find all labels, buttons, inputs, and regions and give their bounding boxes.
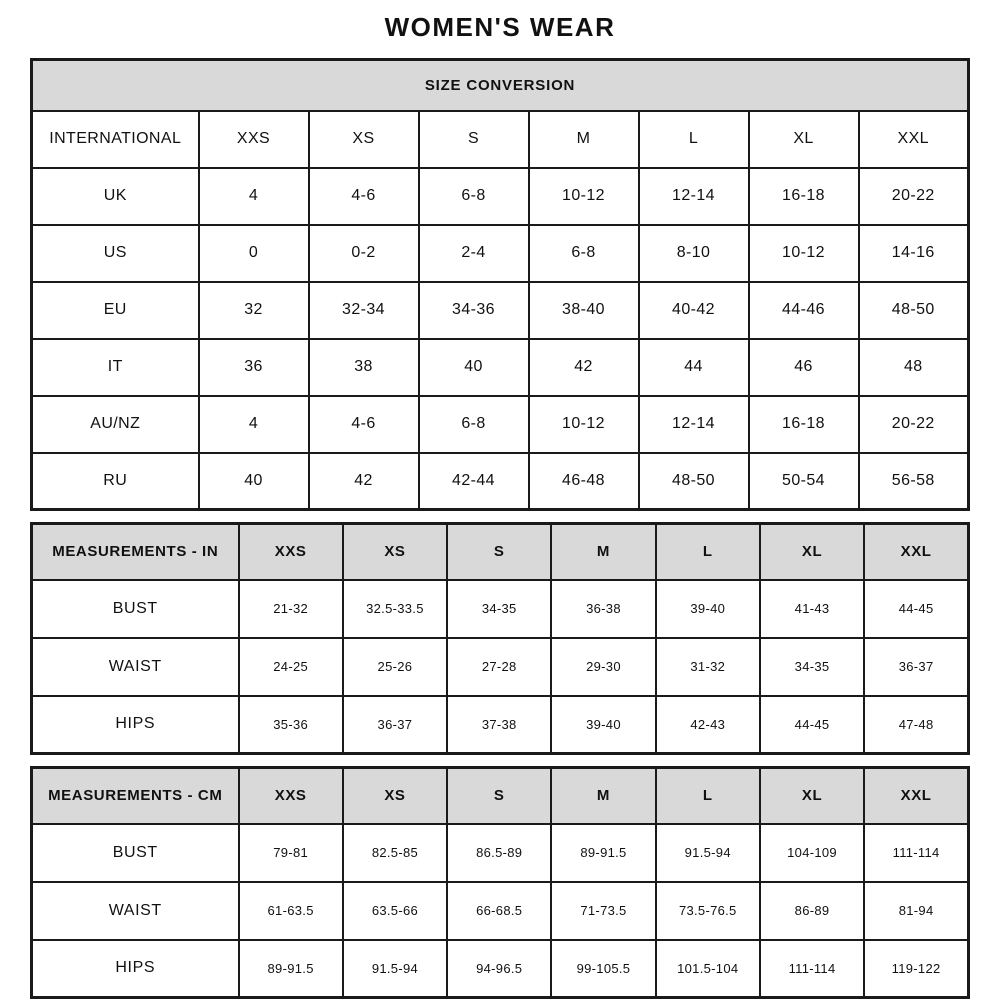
- table-cell: 32.5-33.5: [343, 580, 447, 638]
- table-cell: 32-34: [309, 282, 419, 339]
- table-cell: 94-96.5: [447, 940, 551, 998]
- column-header-row: [32, 524, 969, 580]
- page-title: WOMEN'S WEAR: [384, 12, 616, 42]
- table-cell: 91.5-94: [343, 940, 447, 998]
- measurements-in-title: MEASUREMENTS - IN: [32, 524, 239, 580]
- table-cell: 0: [199, 225, 309, 282]
- row-label: UK: [32, 168, 199, 225]
- column-header: XS: [343, 768, 447, 824]
- row-label: HIPS: [32, 696, 239, 754]
- table-row: [32, 282, 969, 339]
- column-header: L: [656, 524, 760, 580]
- column-header: L: [656, 768, 760, 824]
- column-header-row: [32, 768, 969, 824]
- table-cell: 34-35: [760, 638, 864, 696]
- table-cell: 89-91.5: [239, 940, 343, 998]
- table-cell: 21-32: [239, 580, 343, 638]
- table-cell: 81-94: [864, 882, 968, 940]
- column-header: XS: [343, 524, 447, 580]
- table-cell: 40-42: [639, 282, 749, 339]
- table-header-band: [32, 60, 969, 111]
- table-cell: 27-28: [447, 638, 551, 696]
- table-cell: 12-14: [639, 396, 749, 453]
- row-label: BUST: [32, 824, 239, 882]
- column-header: S: [447, 524, 551, 580]
- table-cell: 10-12: [529, 396, 639, 453]
- table-cell: 4-6: [309, 396, 419, 453]
- table-cell: 32: [199, 282, 309, 339]
- table-cell: 47-48: [864, 696, 968, 754]
- table-cell: 111-114: [760, 940, 864, 998]
- size-conversion-table: [30, 58, 970, 511]
- table-cell: 48: [859, 339, 969, 396]
- column-header: XXS: [239, 524, 343, 580]
- table-cell: 0-2: [309, 225, 419, 282]
- table-cell: 56-58: [859, 453, 969, 510]
- row-label: WAIST: [32, 638, 239, 696]
- table-cell: 82.5-85: [343, 824, 447, 882]
- table-cell: 38: [309, 339, 419, 396]
- column-header: L: [639, 111, 749, 168]
- table-cell: 41-43: [760, 580, 864, 638]
- measurements-cm-table: [30, 766, 970, 999]
- table-cell: 111-114: [864, 824, 968, 882]
- table-row: [32, 396, 969, 453]
- table-cell: 6-8: [419, 168, 529, 225]
- table-cell: 34-36: [419, 282, 529, 339]
- table-row: [32, 882, 969, 940]
- table-cell: 36-37: [343, 696, 447, 754]
- table-cell: 73.5-76.5: [656, 882, 760, 940]
- table-cell: 79-81: [239, 824, 343, 882]
- table-row: [32, 824, 969, 882]
- row-label: IT: [32, 339, 199, 396]
- row-label: HIPS: [32, 940, 239, 998]
- column-header: XXL: [859, 111, 969, 168]
- row-label: WAIST: [32, 882, 239, 940]
- column-header: M: [551, 524, 655, 580]
- table-cell: 16-18: [749, 396, 859, 453]
- measurements-in-table: [30, 522, 970, 755]
- table-cell: 39-40: [551, 696, 655, 754]
- table-cell: 44-45: [760, 696, 864, 754]
- table-cell: 42-44: [419, 453, 529, 510]
- column-header: XXS: [239, 768, 343, 824]
- column-header: XL: [760, 524, 864, 580]
- table-cell: 40: [419, 339, 529, 396]
- table-cell: 104-109: [760, 824, 864, 882]
- column-header: M: [551, 768, 655, 824]
- measurements-cm-title: MEASUREMENTS - CM: [32, 768, 239, 824]
- table-cell: 16-18: [749, 168, 859, 225]
- table-cell: 37-38: [447, 696, 551, 754]
- table-row: [32, 580, 969, 638]
- table-cell: 34-35: [447, 580, 551, 638]
- table-cell: 2-4: [419, 225, 529, 282]
- table-cell: 40: [199, 453, 309, 510]
- table-cell: 31-32: [656, 638, 760, 696]
- table-cell: 66-68.5: [447, 882, 551, 940]
- table-cell: 119-122: [864, 940, 968, 998]
- table-cell: 39-40: [656, 580, 760, 638]
- table-row: [32, 339, 969, 396]
- table-cell: 36: [199, 339, 309, 396]
- table-cell: 6-8: [419, 396, 529, 453]
- table-cell: 42: [309, 453, 419, 510]
- size-conversion-title: SIZE CONVERSION: [32, 60, 969, 111]
- column-header: XXL: [864, 768, 968, 824]
- column-header: XXL: [864, 524, 968, 580]
- column-header: M: [529, 111, 639, 168]
- column-header: XXS: [199, 111, 309, 168]
- table-cell: 35-36: [239, 696, 343, 754]
- table-cell: 4: [199, 396, 309, 453]
- table-cell: 46: [749, 339, 859, 396]
- column-header: XS: [309, 111, 419, 168]
- table-cell: 38-40: [529, 282, 639, 339]
- table-cell: 48-50: [859, 282, 969, 339]
- table-cell: 101.5-104: [656, 940, 760, 998]
- table-cell: 44-46: [749, 282, 859, 339]
- table-cell: 86.5-89: [447, 824, 551, 882]
- table-cell: 25-26: [343, 638, 447, 696]
- table-row: [32, 696, 969, 754]
- column-header: INTERNATIONAL: [32, 111, 199, 168]
- table-cell: 10-12: [749, 225, 859, 282]
- table-cell: 89-91.5: [551, 824, 655, 882]
- table-cell: 14-16: [859, 225, 969, 282]
- table-cell: 36-38: [551, 580, 655, 638]
- table-cell: 44-45: [864, 580, 968, 638]
- table-cell: 6-8: [529, 225, 639, 282]
- table-row: [32, 453, 969, 510]
- table-cell: 44: [639, 339, 749, 396]
- table-cell: 42: [529, 339, 639, 396]
- table-cell: 86-89: [760, 882, 864, 940]
- table-cell: 48-50: [639, 453, 749, 510]
- column-header: S: [447, 768, 551, 824]
- table-row: [32, 168, 969, 225]
- table-cell: 99-105.5: [551, 940, 655, 998]
- table-cell: 63.5-66: [343, 882, 447, 940]
- row-label: EU: [32, 282, 199, 339]
- row-label: RU: [32, 453, 199, 510]
- row-label: BUST: [32, 580, 239, 638]
- table-cell: 46-48: [529, 453, 639, 510]
- table-cell: 36-37: [864, 638, 968, 696]
- table-cell: 20-22: [859, 396, 969, 453]
- row-label: AU/NZ: [32, 396, 199, 453]
- table-row: [32, 225, 969, 282]
- table-row: [32, 940, 969, 998]
- column-header-row: [32, 111, 969, 168]
- table-cell: 50-54: [749, 453, 859, 510]
- table-cell: 42-43: [656, 696, 760, 754]
- column-header: XL: [760, 768, 864, 824]
- row-label: US: [32, 225, 199, 282]
- table-cell: 12-14: [639, 168, 749, 225]
- table-cell: 29-30: [551, 638, 655, 696]
- table-cell: 20-22: [859, 168, 969, 225]
- table-cell: 10-12: [529, 168, 639, 225]
- table-cell: 91.5-94: [656, 824, 760, 882]
- table-cell: 61-63.5: [239, 882, 343, 940]
- column-header: XL: [749, 111, 859, 168]
- table-cell: 24-25: [239, 638, 343, 696]
- column-header: S: [419, 111, 529, 168]
- table-cell: 8-10: [639, 225, 749, 282]
- table-cell: 4: [199, 168, 309, 225]
- table-cell: 4-6: [309, 168, 419, 225]
- table-row: [32, 638, 969, 696]
- table-cell: 71-73.5: [551, 882, 655, 940]
